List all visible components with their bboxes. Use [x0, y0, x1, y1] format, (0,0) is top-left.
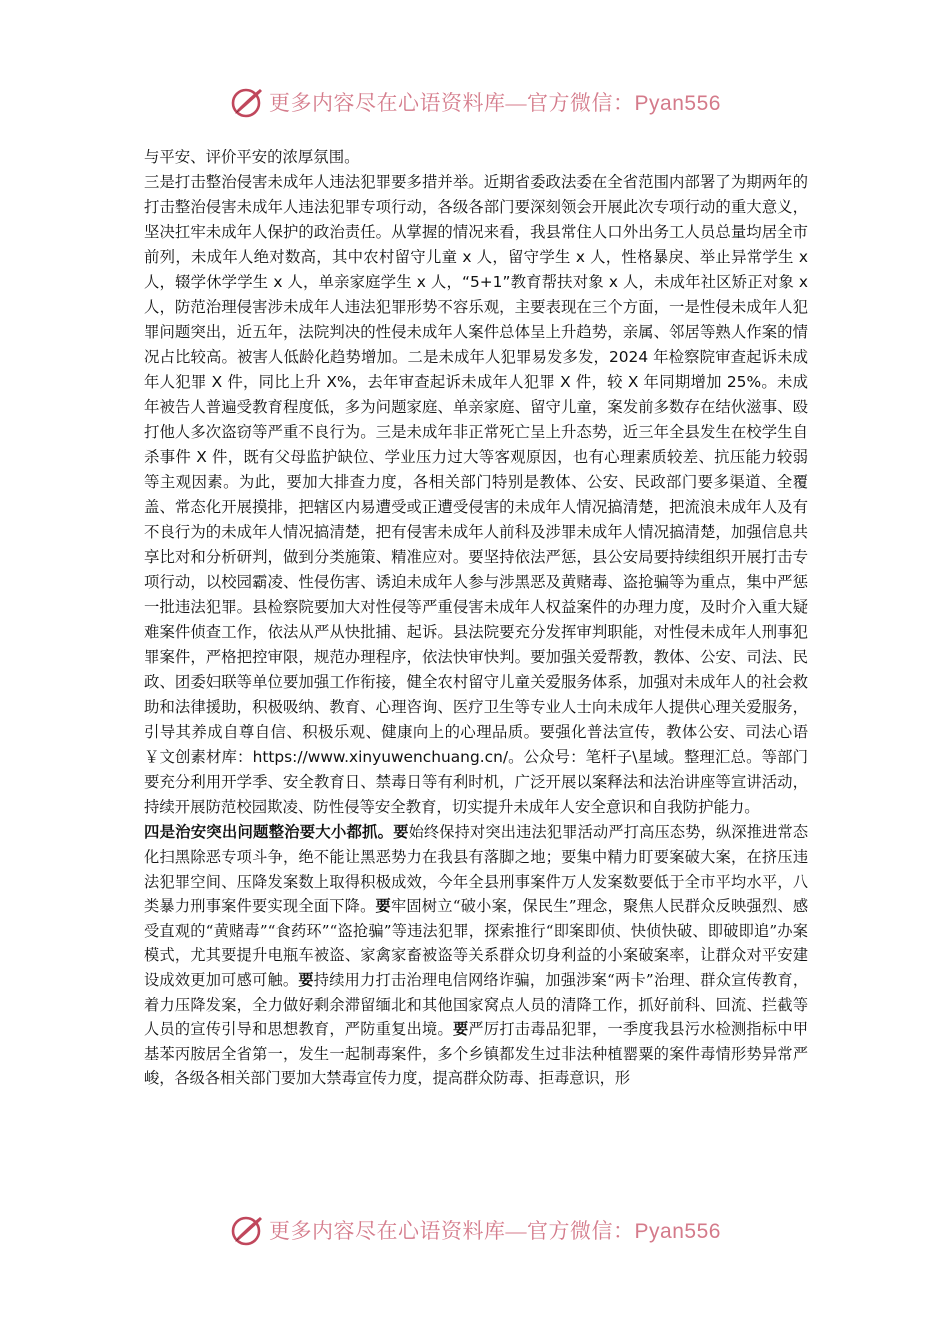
section-heading: 四是治安突出问题整治要大小都抓。	[144, 823, 394, 841]
banner-separator: —	[505, 91, 528, 115]
serif-section	[144, 820, 808, 1091]
banner-text	[269, 1215, 721, 1245]
banner-text	[269, 87, 721, 117]
document-body	[144, 145, 808, 1091]
paragraph-3	[144, 820, 808, 1091]
footer-banner	[0, 1210, 950, 1250]
banner-account: Pyan556	[634, 1220, 721, 1243]
emphasis-yao-3: 要	[298, 970, 314, 989]
sans-section	[144, 145, 808, 820]
paragraph-3-part-2: 牢固树立“破小案，保民生”理念，聚焦人民群众反映强烈、感受直观的“黄赌毒”“食药环”“盗抢骗”等违法犯罪，探索推行“即案即侦、快侦快破、即破即追”办案模式，尤其要提升电瓶车被盗、家禽家畜被盗等关系群众切身利益的小案破案率，让群众对平安建设成效更加可感可触。	[144, 897, 809, 989]
banner-wechat-label: 官方微信：	[527, 91, 635, 115]
emphasis-yao-1: 要	[393, 823, 409, 841]
banner-wechat-label: 官方微信：	[527, 1219, 635, 1243]
pen-logo-icon	[229, 84, 265, 120]
banner-separator: —	[505, 1219, 528, 1243]
paragraph-3-part-1: 始终保持对突出违法犯罪活动严打高压态势，纵深推进常态化扫黑除恶专项斗争，绝不能让黑恶势力在我县有落脚之地；要集中精力盯要案破大案，在挤压违法犯罪空间、压降发案数上取得积极成效，今年全县刑事案件万人发案数要低于全市平均水平，八类暴力刑事案件要实现全面下降。	[144, 823, 809, 916]
paragraph-3-part-3: 持续用力打击治理电信网络诈骗，加强涉案“两卡”治理、群众宣传教育，着力压降发案，全力做好剩余滞留缅北和其他国家窝点人员的清降工作，抓好前科、回流、拦截等人员的宣传引导和思想教育，严防重复出境。	[144, 970, 809, 1039]
paragraph-1: 与平安、评价平安的浓厚氛围。	[144, 148, 360, 166]
emphasis-yao-4: 要	[452, 1020, 469, 1039]
banner-main-text: 更多内容尽在心语资料库	[269, 91, 506, 115]
banner-account: Pyan556	[634, 92, 721, 115]
paragraph-3-part-4: 严厉打击毒品犯罪，一季度我县污水检测指标中甲基苯丙胺居全省第一，发生一起制毒案件，多个乡镇都发生过非法种植罂粟的案件毒情形势异常严峻，各级各相关部门要加大禁毒宣传力度，提高群众防毒、拒毒意识，形	[144, 1020, 809, 1088]
pen-logo-icon	[229, 1212, 265, 1248]
emphasis-yao-2: 要	[375, 897, 391, 916]
header-banner	[0, 82, 950, 122]
banner-main-text: 更多内容尽在心语资料库	[269, 1219, 506, 1243]
paragraph-2: 三是打击整治侵害未成年人违法犯罪要多措并举。近期省委政法委在全省范围内部署了为期两年的打击整治侵害未成年人违法犯罪专项行动，各级各部门要深刻领会开展此次专项行动的重大意义，坚决扛牢未成年人保护的政治责任。从掌握的情况来看，我县常住人口外出务工人员总量均居全市前列，未成年人绝对数高，其中农村留守儿童 x 人，留守学生 x 人，性格暴戾、举止异常学生 x 人，辍学休学学生 x 人，单亲家庭学生 x 人，“5+1”教育帮扶对象 x 人，未成年社区矫正对象 x 人，防范治理侵害涉未成年人违法犯罪形势不容乐观，主要表现在三个方面，一是性侵未成年人犯罪问题突出，近五年，法院判决的性侵未成年人案件总体呈上升趋势，亲属、邻居等熟人作案的情况占比较高。被害人低龄化趋势增加。二是未成年人犯罪易发多发，2024 年检察院审查起诉未成年人犯罪 X 件，同比上升 X%，去年审查起诉未成年人犯罪 X 件，较 X 年同期增加 25%。未成年被告人普遍受教育程度低，多为问题家庭、单亲家庭、留守儿童，案发前多数存在结伙滋事、殴打他人多次盗窃等严重不良行为。三是未成年非正常死亡呈上升态势，近三年全县发生在校学生自杀事件 X 件，既有父母监护缺位、学业压力过大等客观原因，也有心理素质较差、抗压能力较弱等主观因素。为此，要加大排查力度，各相关部门特别是教体、公安、民政部门要多渠道、全覆盖、常态化开展摸排，把辖区内易遭受或正遭受侵害的未成年人情况搞清楚，把流浪未成年人及有不良行为的未成年人情况搞清楚，把有侵害未成年人前科及涉罪未成年人情况搞清楚，加强信息共享比对和分析研判，做到分类施策、精准应对。要坚持依法严惩，县公安局要持续组织开展打击专项行动，以校园霸凌、性侵伤害、诱迫未成年人参与涉黑恶及黄赌毒、盗抢骗等为重点，集中严惩一批违法犯罪。县检察院要加大对性侵等严重侵害未成年人权益案件的办理力度，及时介入重大疑难案件侦查工作，依法从严从快批捕、起诉。县法院要充分发挥审判职能，对性侵未成年人刑事犯罪案件，严格把控审限，规范办理程序，依法快审快判。要加强关爱帮教，教体、公安、司法、民政、团委妇联等单位要加强工作衔接，健全农村留守儿童关爱服务体系，加强对未成年人的社会救助和法律援助，积极吸纳、教育、心理咨询、医疗卫生等专业人士向未成年人提供心理关爱服务，引导其养成自尊自信、积极乐观、健康向上的心理品质。要强化普法宣传，教体公安、司法心语￥文创素材库：https://www.xinyuwenchuang.cn/。公众号：笔杆子\星域。整理汇总。等部门要充分利用开学季、安全教育日、禁毒日等有利时机，广泛开展以案释法和法治讲座等宣讲活动，持续开展防范校园欺凌、防性侵等安全教育，切实提升未成年人安全意识和自我防护能力。	[144, 173, 808, 816]
